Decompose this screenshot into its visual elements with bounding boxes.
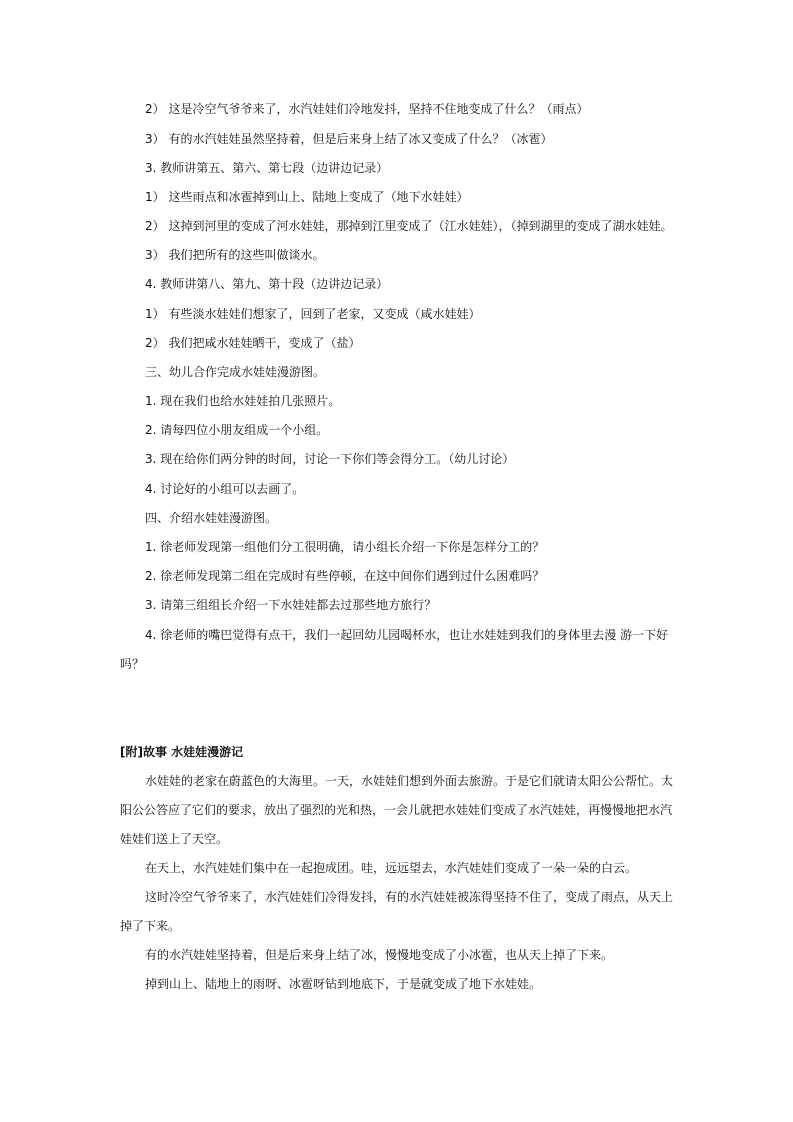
lesson-line: 吗？: [120, 657, 145, 671]
lesson-line: 3. 现在给你们两分钟的时间，讨论一下你们等会得分工。（幼儿讨论）: [145, 452, 515, 466]
lesson-line: 3. 教师讲第五、第六、第七段（边讲边记录）: [145, 161, 389, 175]
lesson-line: 4. 徐老师的嘴巴觉得有点干，我们一起回幼儿园喝杯水，也让水娃娃到我们的身体里去漫 游一下好: [145, 628, 669, 642]
lesson-line: 2. 徐老师发现第二组在完成时有些停顿，在这中间你们遇到过什么困难吗？: [145, 569, 545, 583]
lesson-line: 2） 这是冷空气爷爷来了，水汽娃娃们冷地发抖，坚持不住地变成了什么？（雨点）: [145, 102, 589, 116]
story-title: [附]故事 水娃娃漫游记: [120, 745, 244, 759]
story-line: 掉到山上、陆地上的雨呀、冰雹呀钻到地底下，于是就变成了地下水娃娃。: [145, 977, 542, 991]
lesson-line: 4. 教师讲第八、第九、第十段（边讲边记录）: [145, 277, 389, 291]
story-line: 水娃娃的老家在蔚蓝色的大海里。一天，水娃娃们想到外面去旅游。于是它们就请太阳公公帮忙。太: [145, 774, 674, 788]
lesson-line: 3） 我们把所有的这些叫做谈水。: [145, 248, 325, 262]
lesson-line: 2） 这掉到河里的变成了河水娃娃，那掉到江里变成了（江水娃娃），（掉到湖里的变成了湖水娃娃。: [145, 219, 673, 233]
lesson-line: 4. 讨论好的小组可以去画了。: [145, 482, 305, 496]
story-line: 有的水汽娃娃坚持着，但是后来身上结了冰，慢慢地变成了小冰雹，也从天上掉了下来。: [145, 948, 614, 962]
section-heading: 四、介绍水娃娃漫游图。: [145, 511, 278, 525]
story-line: 掉了下来。: [120, 919, 181, 933]
lesson-line: 2） 我们把咸水娃娃晒干，变成了（盐）: [145, 336, 361, 350]
story-line: 这时冷空气爷爷来了，水汽娃娃们冷得发抖，有的水汽娃娃被冻得坚持不住了，变成了雨点，从天上: [145, 890, 674, 904]
lesson-line: 3） 有的水汽娃娃虽然坚持着，但是后来身上结了冰又变成了什么？（冰雹）: [145, 132, 553, 146]
lesson-line: 1） 这些雨点和冰雹掉到山上、陆地上变成了（地下水娃娃）: [145, 190, 469, 204]
story-line: 娃娃们送上了天空。: [120, 832, 229, 846]
lesson-line: 1. 徐老师发现第一组他们分工很明确，请小组长介绍一下你是怎样分工的？: [145, 540, 545, 554]
lesson-line: 2. 请每四位小朋友组成一个小组。: [145, 423, 329, 437]
lesson-line: 1. 现在我们也给水娃娃拍几张照片。: [145, 394, 341, 408]
lesson-line: 3. 请第三组组长介绍一下水娃娃都去过那些地方旅行？: [145, 598, 437, 612]
story-line: 在天上，水汽娃娃们集中在一起抱成团。哇，远远望去，水汽娃娃们变成了一朵一朵的白云。: [145, 861, 638, 875]
lesson-line: 1） 有些淡水娃娃们想家了，回到了老家，又变成（咸水娃娃）: [145, 307, 481, 321]
story-line: 阳公公答应了它们的要求，放出了强烈的光和热，一会儿就把水娃娃们变成了水汽娃娃，再慢慢地把水汽: [120, 803, 673, 817]
section-heading: 三、幼儿合作完成水娃娃漫游图。: [145, 365, 326, 379]
